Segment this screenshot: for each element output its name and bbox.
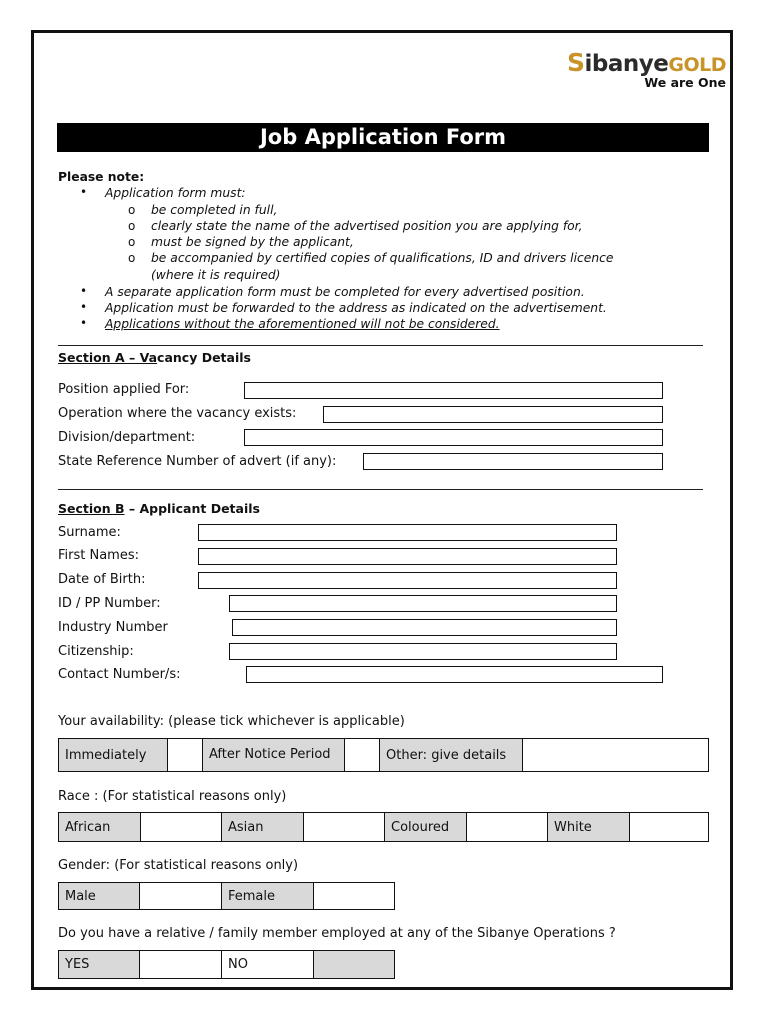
divider — [58, 489, 703, 490]
division-label: Division/department: — [58, 430, 196, 445]
logo-ibanye: ibanye — [584, 51, 669, 77]
operation-label: Operation where the vacancy exists: — [58, 406, 297, 421]
contact-input[interactable] — [246, 666, 663, 683]
gender-table — [58, 882, 395, 910]
notes-bullet: Applications without the aforementioned will not be considered. — [105, 317, 500, 331]
sub-bullet-icon: o — [128, 219, 136, 233]
race-african-checkbox[interactable] — [141, 813, 222, 842]
relative-no-checkbox[interactable] — [314, 951, 395, 979]
surname-input[interactable] — [198, 524, 617, 541]
division-input[interactable] — [244, 429, 663, 446]
bullet-icon: • — [80, 300, 88, 314]
gender-question: Gender: (For statistical reasons only) — [58, 858, 299, 873]
sibanye-gold-logo — [567, 50, 726, 90]
availability-other-details-input[interactable] — [523, 739, 709, 772]
notes-heading: Please note: — [58, 170, 145, 184]
first-names-input[interactable] — [198, 548, 617, 565]
gender-male-label: Male — [59, 883, 140, 910]
notes-sub-item: (where it is required) — [151, 268, 281, 282]
id-input[interactable] — [229, 595, 617, 612]
contact-label: Contact Number/s: — [58, 667, 181, 682]
citizenship-input[interactable] — [229, 643, 617, 660]
section-b-title: Section B – Applicant Details — [58, 501, 260, 516]
relative-question: Do you have a relative / family member employed at any of the Sibanye Operations ? — [58, 926, 616, 941]
notes-sub-item: clearly state the name of the advertised position you are applying for, — [151, 219, 583, 233]
sub-bullet-icon: o — [128, 203, 136, 217]
dob-label: Date of Birth: — [58, 572, 146, 587]
race-table — [58, 812, 709, 842]
availability-table — [58, 738, 709, 772]
availability-question: Your availability: (please tick whichever is applicable) — [58, 714, 405, 729]
availability-notice-label: After Notice Period — [203, 739, 345, 772]
race-asian-checkbox[interactable] — [304, 813, 385, 842]
gender-female-checkbox[interactable] — [314, 883, 395, 910]
dob-input[interactable] — [198, 572, 617, 589]
race-african-label: African — [59, 813, 141, 842]
race-asian-label: Asian — [222, 813, 304, 842]
gender-female-label: Female — [222, 883, 314, 910]
race-coloured-label: Coloured — [385, 813, 467, 842]
citizenship-label: Citizenship: — [58, 644, 134, 659]
bullet-icon: • — [80, 284, 88, 298]
position-label: Position applied For: — [58, 382, 190, 397]
notes-bullet: Application must be forwarded to the address as indicated on the advertisement. — [105, 301, 607, 315]
reference-input[interactable] — [363, 453, 663, 470]
relative-table — [58, 950, 395, 979]
gender-male-checkbox[interactable] — [140, 883, 222, 910]
availability-other-label: Other: give details — [380, 739, 523, 772]
first-names-label: First Names: — [58, 548, 139, 563]
reference-label: State Reference Number of advert (if any): — [58, 454, 337, 469]
section-a-title: Section A – Vacancy Details — [58, 350, 251, 365]
surname-label: Surname: — [58, 525, 121, 540]
race-white-checkbox[interactable] — [630, 813, 709, 842]
logo-s: S — [567, 48, 585, 77]
availability-immediately-checkbox[interactable] — [168, 739, 203, 772]
sub-bullet-icon: o — [128, 251, 136, 265]
notes-sub-item: be completed in full, — [151, 203, 278, 217]
race-question: Race : (For statistical reasons only) — [58, 789, 287, 804]
logo-gold: GOLD — [668, 54, 726, 76]
operation-input[interactable] — [323, 406, 663, 423]
race-coloured-checkbox[interactable] — [467, 813, 548, 842]
id-label: ID / PP Number: — [58, 596, 161, 611]
notes-sub-item: be accompanied by certified copies of qualifications, ID and drivers licence — [151, 251, 614, 265]
notes-main-bullet: Application form must: — [105, 186, 246, 200]
sub-bullet-icon: o — [128, 235, 136, 249]
form-title: Job Application Form — [57, 123, 709, 152]
divider — [58, 345, 703, 346]
industry-input[interactable] — [232, 619, 617, 636]
position-input[interactable] — [244, 382, 663, 399]
relative-yes-checkbox[interactable] — [140, 951, 222, 979]
logo-tagline: We are One — [644, 75, 726, 90]
availability-notice-checkbox[interactable] — [345, 739, 380, 772]
race-white-label: White — [548, 813, 630, 842]
availability-immediately-label: Immediately — [59, 739, 168, 772]
notes-sub-item: must be signed by the applicant, — [151, 235, 354, 249]
bullet-icon: • — [80, 185, 88, 199]
notes-bullet: A separate application form must be completed for every advertised position. — [105, 285, 585, 299]
relative-no-label: NO — [222, 951, 314, 979]
relative-yes-label: YES — [59, 951, 140, 979]
bullet-icon: • — [80, 316, 88, 330]
industry-label: Industry Number — [58, 620, 168, 635]
